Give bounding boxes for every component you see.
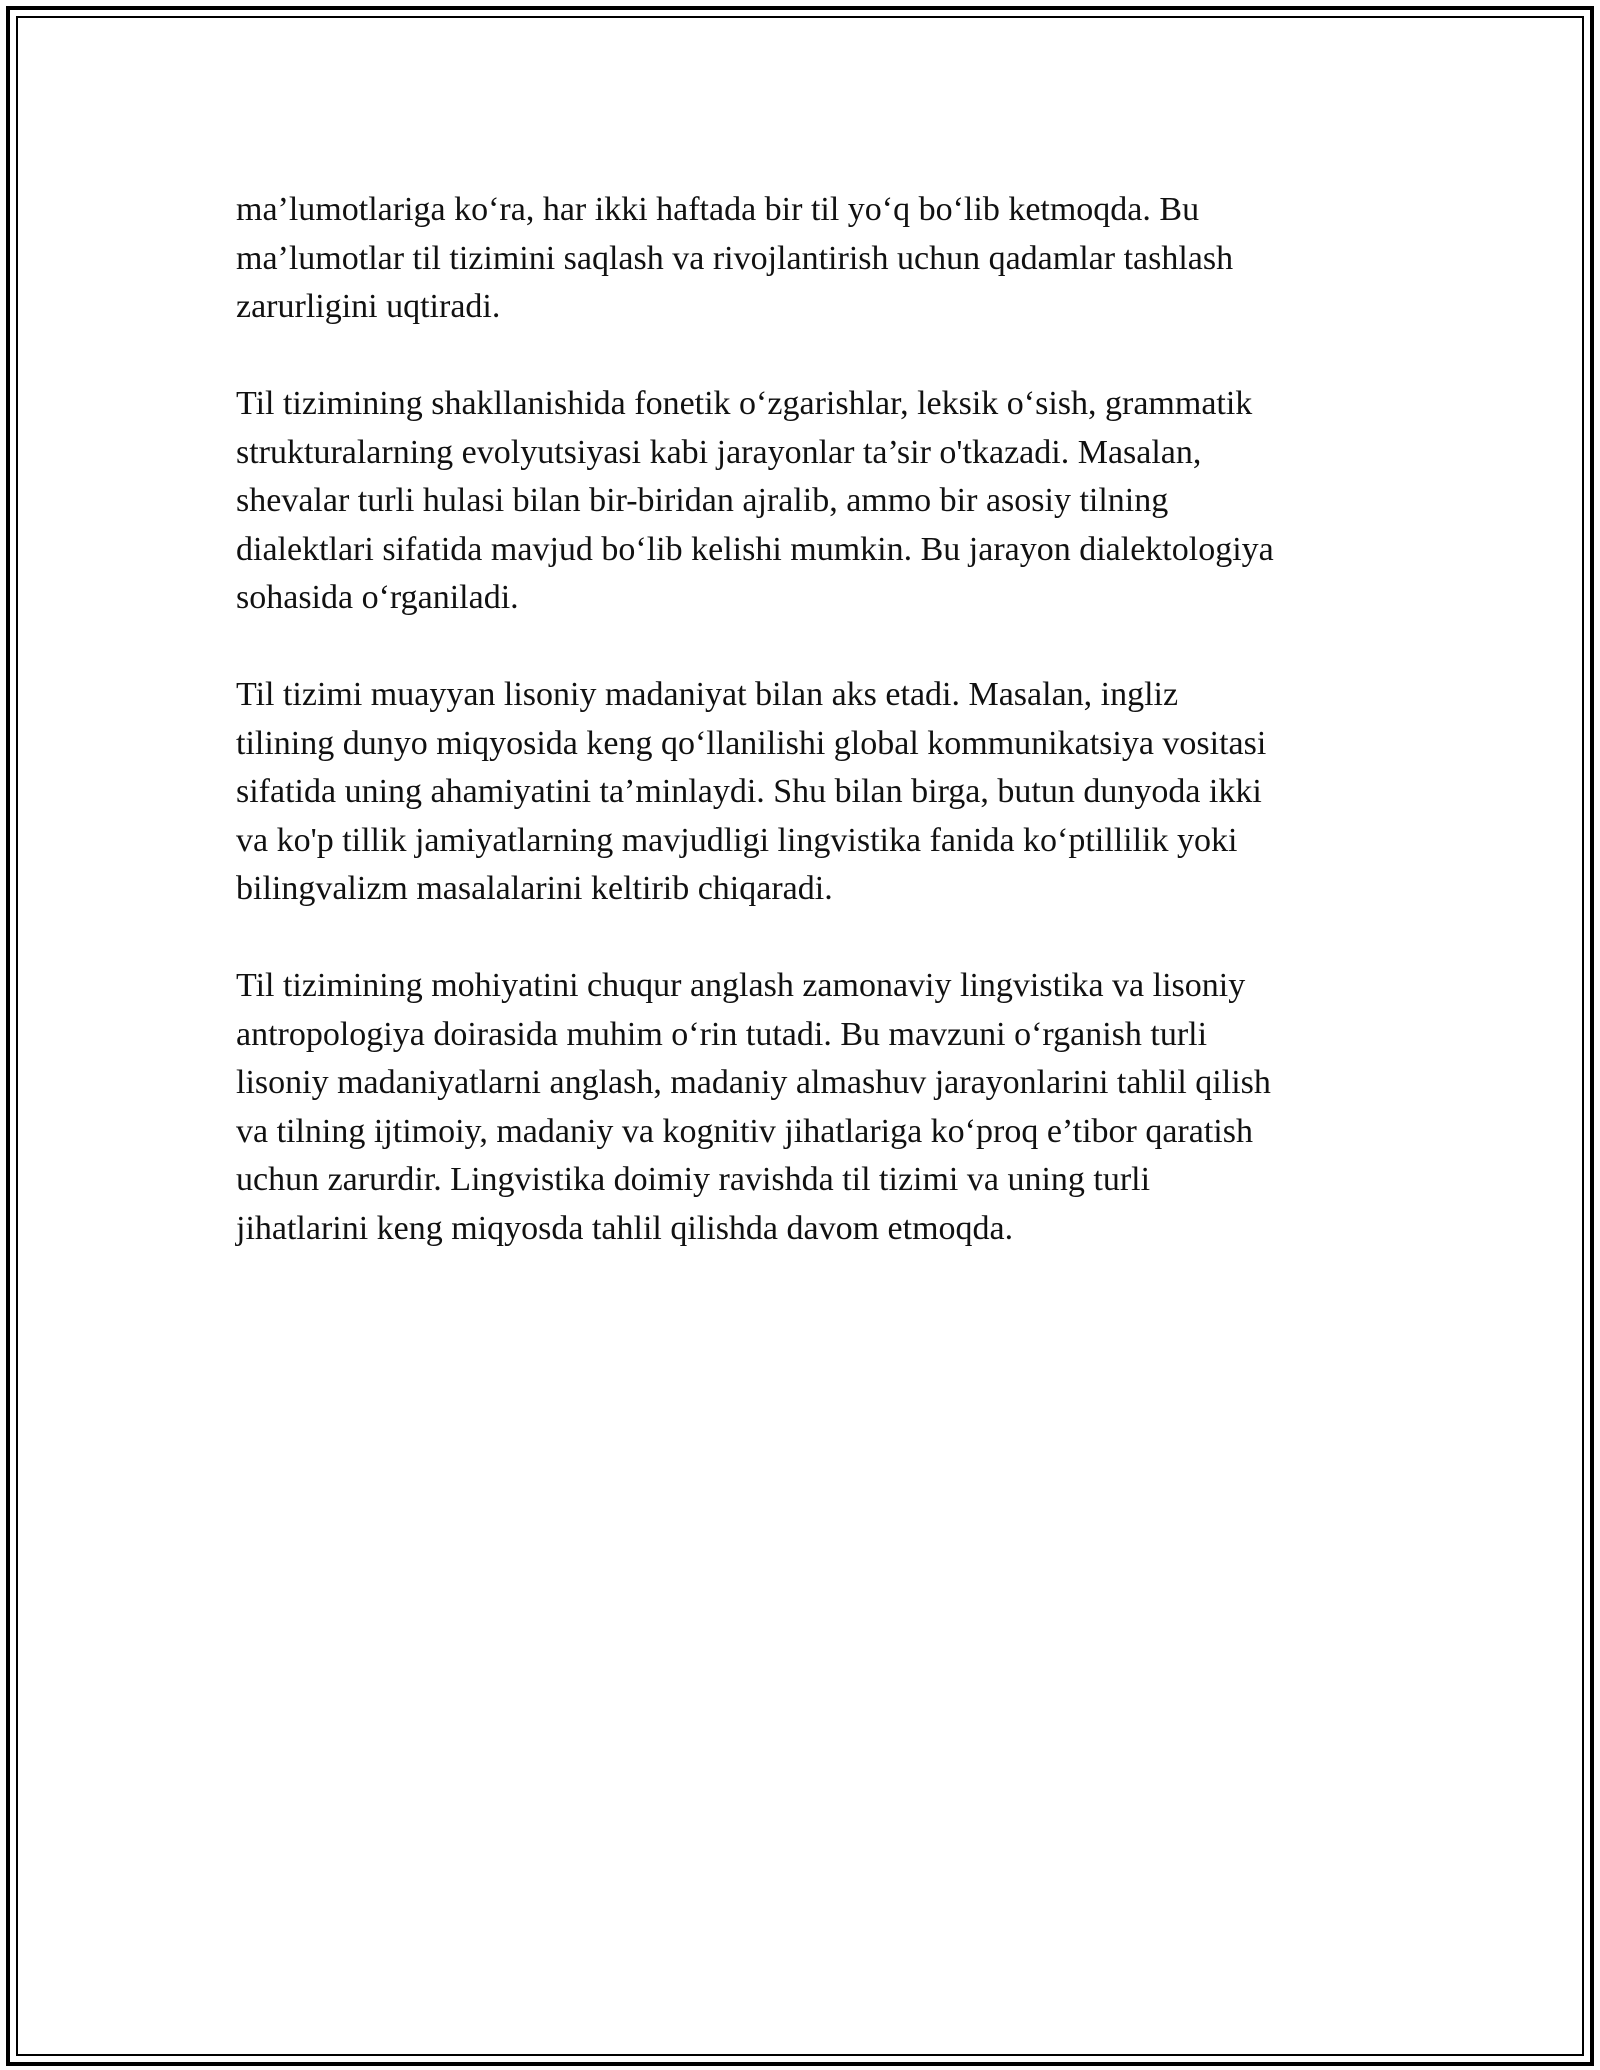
text-line: va tilning ijtimoiy, madaniy va kognitiv jihatlariga ko‘proq e’tibor qaratish: [236, 1112, 1253, 1150]
text-line: ma’lumotlar til tizimini saqlash va rivojlantirish uchun qadamlar tashlash: [236, 239, 1234, 277]
paragraph-1: [236, 186, 1366, 332]
text-line: Til tizimining shakllanishida fonetik o‘zgarishlar, leksik o‘sish, grammatik: [236, 385, 1253, 422]
text-line: dialektlari sifatida mavjud bo‘lib kelishi mumkin. Bu jarayon dialektologiya: [236, 530, 1274, 568]
text-line: sifatida uning ahamiyatini ta’minlaydi. Shu bilan birga, butun dunyoda ikki: [236, 773, 1262, 810]
text-line: Til tizimi muayyan lisoniy madaniyat bilan aks etadi. Masalan, ingliz: [236, 676, 1179, 713]
text-line: shevalar turli hulasi bilan bir-biridan ajralib, ammo bir asosiy tilning: [236, 482, 1169, 519]
text-line: tilining dunyo miqyosida keng qo‘llanilishi global kommunikatsiya vositasi: [236, 724, 1267, 762]
text-line: jihatlarini keng miqyosda tahlil qilishda davom etmoqda.: [236, 1209, 1014, 1247]
text-line: va ko'p tillik jamiyatlarning mavjudligi lingvistika fanida ko‘ptillilik yoki: [236, 821, 1238, 859]
document-body: [236, 186, 1366, 1302]
text-line: antropologiya doirasida muhim o‘rin tutadi. Bu mavzuni o‘rganish turli: [236, 1015, 1208, 1053]
text-line: ma’lumotlariga ko‘ra, har ikki haftada bir til yo‘q bo‘lib ketmoqda. Bu: [236, 191, 1200, 228]
text-line: uchun zarurdir. Lingvistika doimiy ravishda til tizimi va uning turli: [236, 1161, 1151, 1198]
text-line: strukturalarning evolyutsiyasi kabi jarayonlar ta’sir o'tkazadi. Masalan,: [236, 433, 1202, 471]
text-line: zarurligini uqtiradi.: [236, 288, 501, 325]
text-line: bilingvalizm masalalarini keltirib chiqaradi.: [236, 870, 833, 907]
text-line: sohasida o‘rganiladi.: [236, 579, 519, 616]
text-line: lisoniy madaniyatlarni anglash, madaniy almashuv jarayonlarini tahlil qilish: [236, 1064, 1271, 1101]
text-line: Til tizimining mohiyatini chuqur anglash zamonaviy lingvistika va lisoniy: [236, 967, 1246, 1004]
paragraph-2: [236, 380, 1366, 623]
paragraph-4: [236, 962, 1366, 1253]
paragraph-3: [236, 671, 1366, 914]
